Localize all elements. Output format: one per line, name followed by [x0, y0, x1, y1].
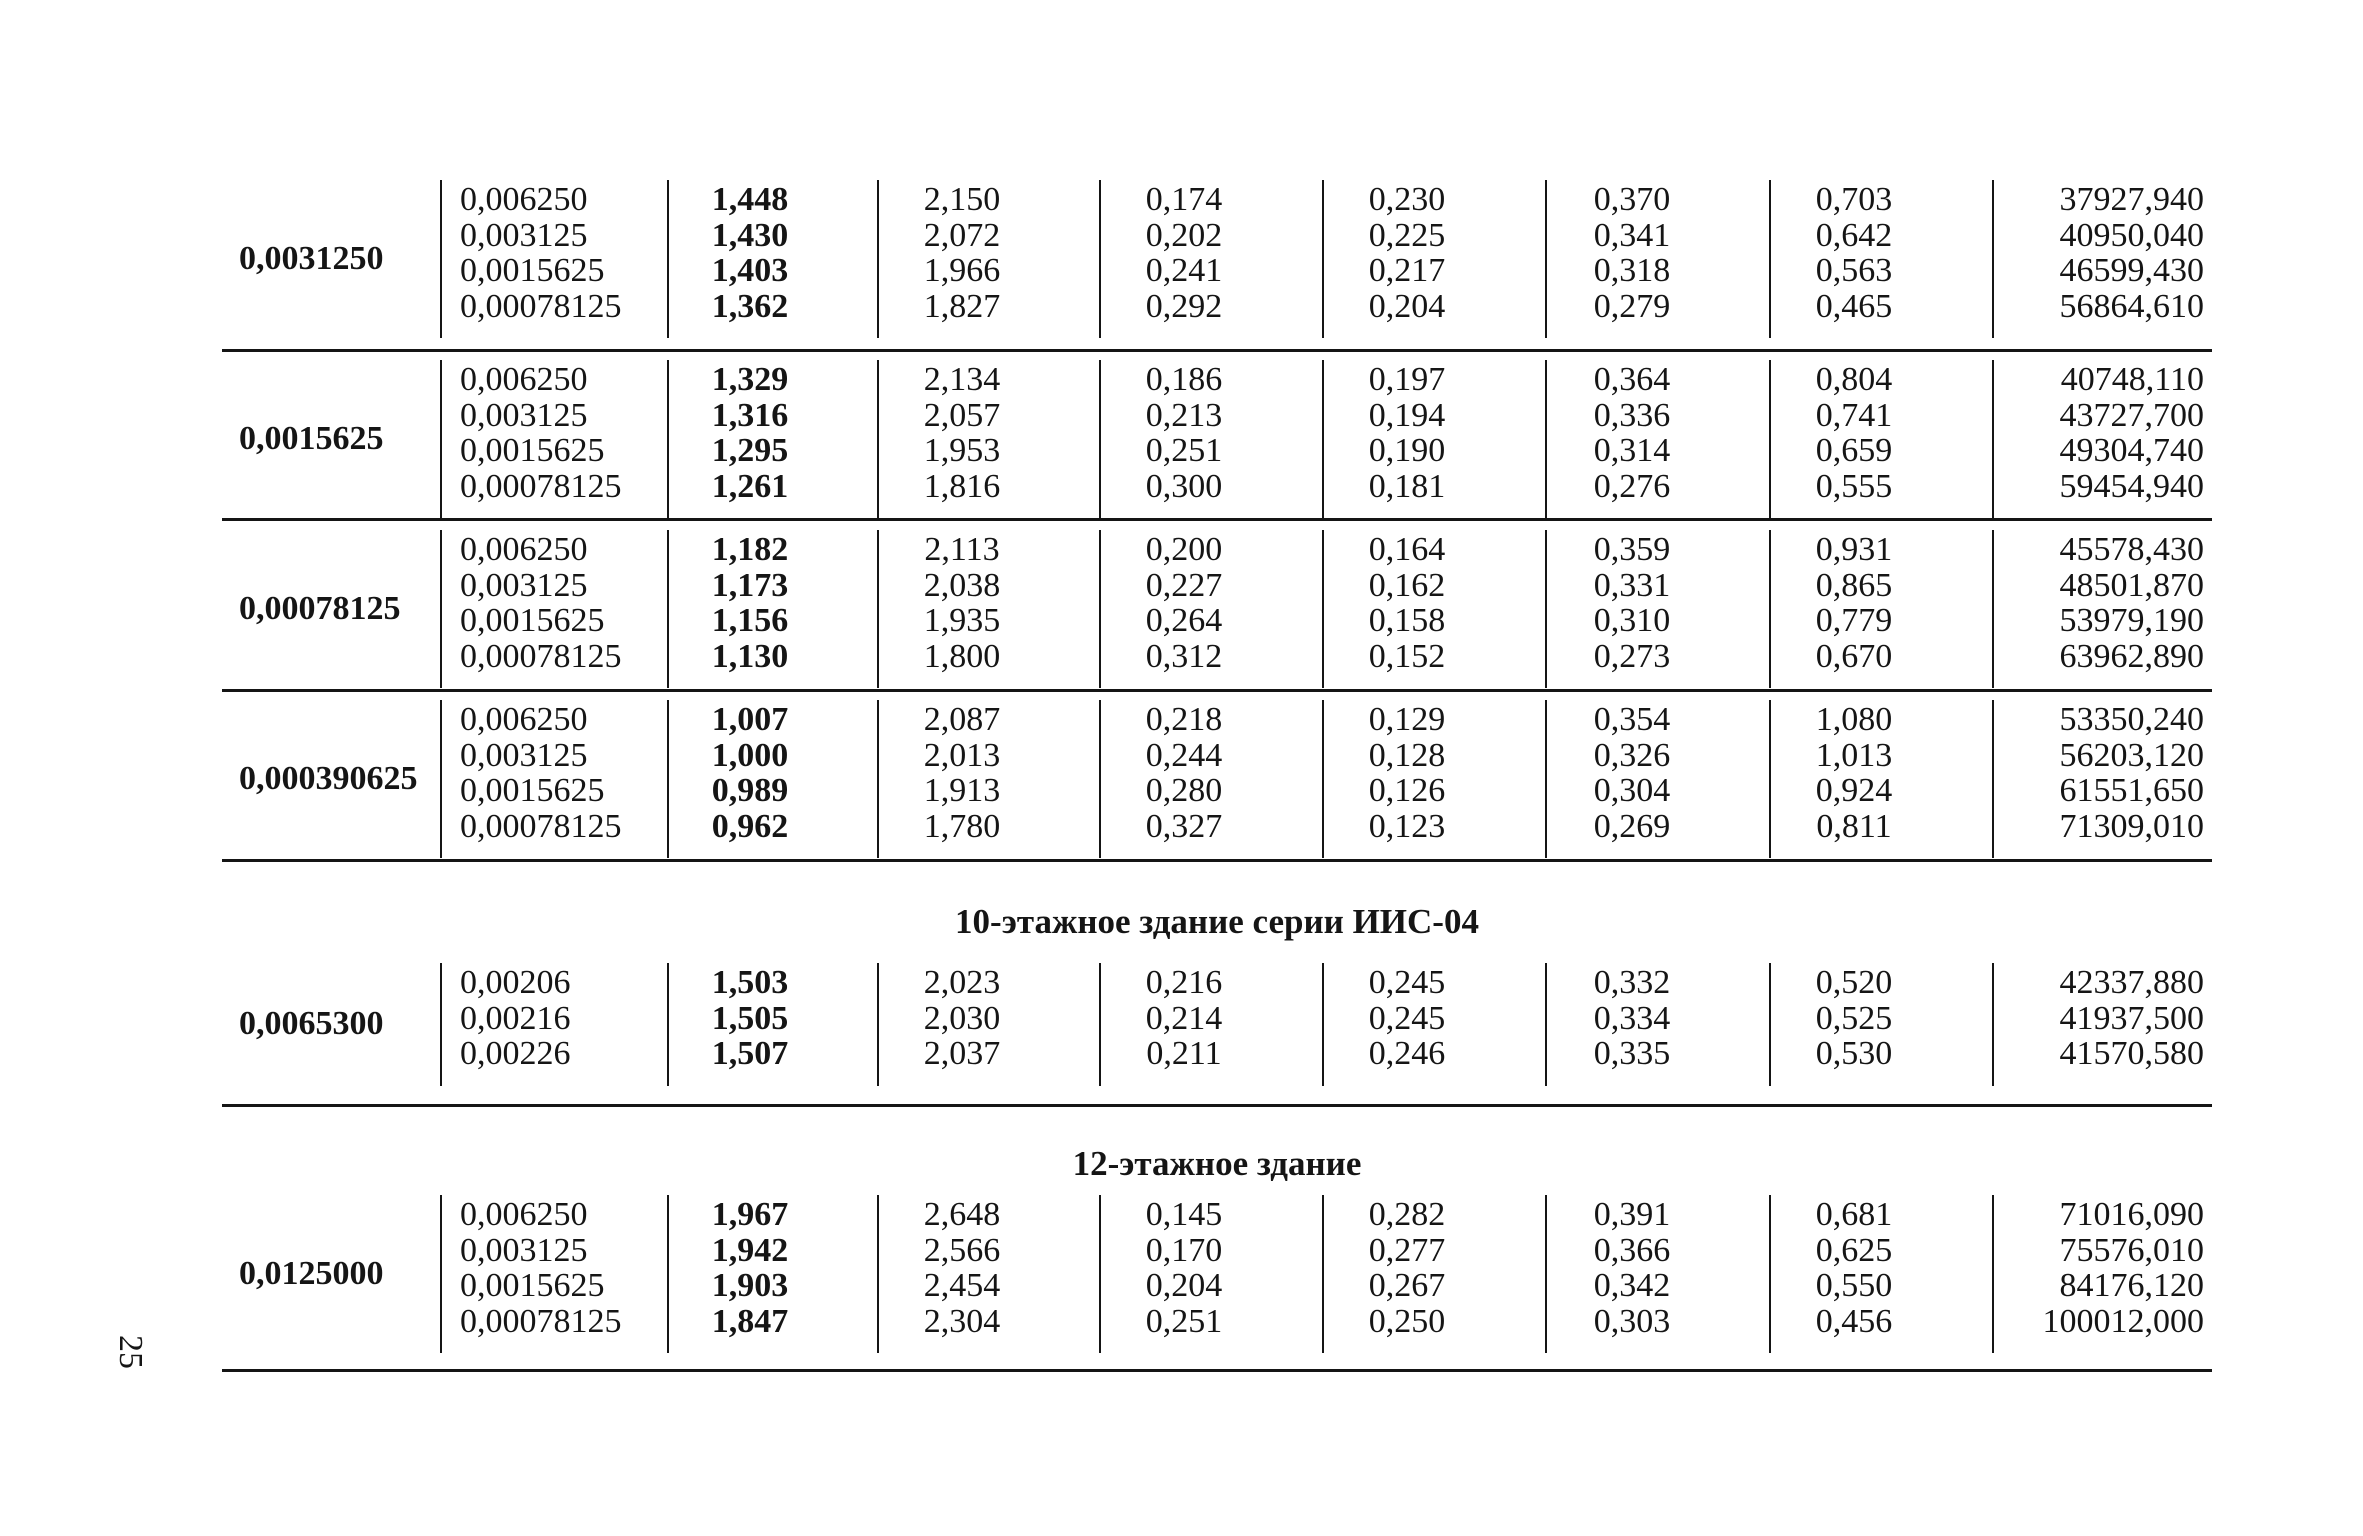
table-cell: 0,520 [1815, 964, 1893, 1001]
table-cell: 48501,870 [2059, 566, 2204, 604]
table-column [1104, 532, 1264, 674]
table-cell: 71016,090 [2059, 1196, 2204, 1233]
table-cell: 0,267 [1368, 1267, 1446, 1304]
table-column [1552, 362, 1712, 504]
block-divider [222, 349, 2212, 352]
table-cell: 0,197 [1368, 361, 1446, 398]
section-heading: 12-этажное здание [1072, 1144, 1362, 1183]
table-cell: 0,659 [1815, 432, 1893, 469]
table-column [1994, 182, 2204, 324]
block-divider [222, 859, 2212, 862]
table-column [685, 965, 815, 1072]
column-separator [1099, 963, 1101, 1086]
column-separator [1545, 180, 1547, 338]
table-block [222, 180, 2212, 352]
column-separator [1769, 700, 1771, 858]
table-cell: 0,0015625 [460, 602, 605, 639]
table-cell: 0,282 [1368, 1196, 1446, 1233]
column-separator [1769, 180, 1771, 338]
table-cell: 0,670 [1815, 637, 1893, 675]
row-group-label: 0,0125000 [239, 1255, 384, 1292]
table-cell: 0,642 [1815, 216, 1893, 254]
row-group-label: 0,0015625 [239, 420, 384, 457]
table-column [460, 1197, 655, 1339]
table-cell: 0,214 [1145, 999, 1223, 1037]
table-cell: 0,006250 [460, 701, 588, 738]
table-cell: 0,681 [1815, 1196, 1893, 1233]
table-cell: 0,334 [1593, 999, 1671, 1037]
table-cell: 0,145 [1145, 1196, 1223, 1233]
table-cell: 1,182 [711, 531, 789, 568]
table-column [1774, 702, 1934, 844]
table-cell: 0,003125 [460, 736, 588, 774]
table-cell: 0,273 [1593, 637, 1671, 675]
column-separator [1545, 963, 1547, 1086]
table-cell: 46599,430 [2059, 252, 2204, 289]
table-cell: 100012,000 [2042, 1302, 2204, 1340]
table-cell: 0,003125 [460, 216, 588, 254]
block-divider [222, 1104, 2212, 1107]
table-cell: 0,003125 [460, 1231, 588, 1269]
table-column [1104, 965, 1264, 1072]
table-cell: 0,186 [1145, 361, 1223, 398]
column-separator [440, 1195, 442, 1353]
table-cell: 1,156 [711, 602, 789, 639]
column-separator [1545, 360, 1547, 518]
column-separator [877, 700, 879, 858]
table-cell: 0,006250 [460, 1196, 588, 1233]
table-cell: 1,448 [711, 181, 789, 218]
table-block [222, 360, 2212, 521]
table-cell: 56203,120 [2059, 736, 2204, 774]
table-cell: 0,230 [1368, 181, 1446, 218]
table-cell: 40950,040 [2059, 216, 2204, 254]
column-separator [1322, 530, 1324, 688]
table-cell: 40748,110 [2060, 361, 2204, 398]
table-cell: 0,246 [1368, 1035, 1446, 1072]
table-cell: 2,454 [923, 1267, 1001, 1304]
table-block [222, 700, 2212, 862]
page-number: 25 [112, 1335, 149, 1369]
row-group-label: 0,0031250 [239, 240, 384, 277]
table-cell: 0,314 [1593, 432, 1671, 469]
table-column [460, 702, 655, 844]
table-cell: 0,128 [1368, 736, 1446, 774]
table-cell: 0,332 [1593, 964, 1671, 1001]
table-column [460, 182, 655, 324]
table-cell: 37927,940 [2059, 181, 2204, 218]
table-cell: 0,811 [1816, 807, 1892, 845]
table-cell: 0,0015625 [460, 432, 605, 469]
table-cell: 2,013 [923, 736, 1001, 774]
table-cell: 0,216 [1145, 964, 1223, 1001]
table-cell: 75576,010 [2059, 1231, 2204, 1269]
table-cell: 0,006250 [460, 531, 588, 568]
table-cell: 2,057 [923, 396, 1001, 434]
table-cell: 0,00078125 [460, 807, 622, 845]
table-column [685, 182, 815, 324]
table-column [1994, 362, 2204, 504]
table-cell: 0,456 [1815, 1302, 1893, 1340]
column-separator [1769, 360, 1771, 518]
table-cell: 0,304 [1593, 772, 1671, 809]
table-cell: 1,403 [711, 252, 789, 289]
table-column [1994, 702, 2204, 844]
table-cell: 0,279 [1593, 287, 1671, 325]
table-cell: 0,251 [1145, 1302, 1223, 1340]
block-divider [222, 689, 2212, 692]
table-cell: 0,194 [1368, 396, 1446, 434]
column-separator [667, 360, 669, 518]
table-cell: 0,924 [1815, 772, 1893, 809]
table-column [1552, 182, 1712, 324]
table-cell: 0,244 [1145, 736, 1223, 774]
table-cell: 2,030 [923, 999, 1001, 1037]
table-cell: 0,336 [1593, 396, 1671, 434]
table-column [685, 702, 815, 844]
table-cell: 1,000 [711, 736, 789, 774]
column-separator [877, 180, 879, 338]
table-cell: 1,903 [711, 1267, 789, 1304]
table-cell: 1,316 [711, 396, 789, 434]
table-cell: 0,318 [1593, 252, 1671, 289]
table-column [1104, 1197, 1264, 1339]
table-cell: 2,037 [923, 1035, 1001, 1072]
column-separator [1322, 180, 1324, 338]
table-cell: 1,295 [711, 432, 789, 469]
table-cell: 41937,500 [2059, 999, 2204, 1037]
table-cell: 0,865 [1815, 566, 1893, 604]
table-cell: 0,327 [1145, 807, 1223, 845]
table-cell: 2,087 [923, 701, 1001, 738]
column-separator [1769, 530, 1771, 688]
column-separator [1545, 700, 1547, 858]
table-column [882, 532, 1042, 674]
column-separator [1769, 1195, 1771, 1353]
column-separator [1322, 700, 1324, 858]
table-cell: 0,123 [1368, 807, 1446, 845]
row-group-label: 0,0065300 [239, 1005, 384, 1043]
table-cell: 0,204 [1145, 1267, 1223, 1304]
table-cell: 0,00078125 [460, 287, 622, 325]
table-cell: 1,935 [923, 602, 1001, 639]
table-cell: 0,217 [1368, 252, 1446, 289]
table-column [460, 362, 655, 504]
table-cell: 2,038 [923, 566, 1001, 604]
table-column [1104, 182, 1264, 324]
table-cell: 1,507 [711, 1035, 789, 1072]
table-column [1994, 965, 2204, 1072]
column-separator [667, 180, 669, 338]
table-cell: 0,190 [1368, 432, 1446, 469]
table-column [1552, 532, 1712, 674]
table-cell: 0,359 [1593, 531, 1671, 568]
block-divider [222, 1369, 2212, 1372]
column-separator [440, 180, 442, 338]
table-cell: 1,847 [711, 1302, 789, 1340]
table-cell: 0,006250 [460, 181, 588, 218]
table-column [1994, 532, 2204, 674]
table-cell: 56864,610 [2059, 287, 2204, 325]
column-separator [1545, 530, 1547, 688]
table-column [1327, 965, 1487, 1072]
table-column [685, 1197, 815, 1339]
table-cell: 45578,430 [2059, 531, 2204, 568]
column-separator [667, 963, 669, 1086]
column-separator [667, 530, 669, 688]
table-cell: 0,465 [1815, 287, 1893, 325]
table-cell: 42337,880 [2059, 964, 2204, 1001]
row-group-label: 0,00078125 [239, 590, 401, 627]
table-block [222, 1195, 2212, 1372]
table-cell: 41570,580 [2059, 1035, 2204, 1072]
table-column [882, 702, 1042, 844]
table-block [222, 963, 2212, 1107]
table-cell: 0,006250 [460, 361, 588, 398]
row-group-label: 0,000390625 [239, 760, 418, 797]
table-cell: 1,827 [923, 287, 1001, 325]
table-cell: 0,213 [1145, 396, 1223, 434]
table-cell: 0,250 [1368, 1302, 1446, 1340]
table-cell: 2,023 [923, 964, 1001, 1001]
table-cell: 0,204 [1368, 287, 1446, 325]
table-cell: 0,264 [1145, 602, 1223, 639]
table-cell: 0,00078125 [460, 1302, 622, 1340]
table-cell: 0,0015625 [460, 1267, 605, 1304]
column-separator [440, 963, 442, 1086]
table-cell: 0,300 [1145, 467, 1223, 505]
table-cell: 1,966 [923, 252, 1001, 289]
table-cell: 0,741 [1815, 396, 1893, 434]
column-separator [1769, 963, 1771, 1086]
table-cell: 1,942 [711, 1231, 789, 1269]
table-cell: 0,312 [1145, 637, 1223, 675]
table-column [882, 182, 1042, 324]
table-cell: 1,362 [711, 287, 789, 325]
table-cell: 0,170 [1145, 1231, 1223, 1269]
table-cell: 0,280 [1145, 772, 1223, 809]
table-cell: 0,003125 [460, 566, 588, 604]
column-separator [440, 530, 442, 688]
table-cell: 0,342 [1593, 1267, 1671, 1304]
table-cell: 84176,120 [2059, 1267, 2204, 1304]
column-separator [877, 360, 879, 518]
block-divider [222, 518, 2212, 521]
table-cell: 0,331 [1593, 566, 1671, 604]
table-cell: 0,241 [1145, 252, 1223, 289]
table-cell: 0,530 [1815, 1035, 1893, 1072]
column-separator [1099, 180, 1101, 338]
table-cell: 0,003125 [460, 396, 588, 434]
table-column [1774, 532, 1934, 674]
table-cell: 63962,890 [2059, 637, 2204, 675]
table-cell: 0,00216 [460, 999, 571, 1037]
table-column [1774, 1197, 1934, 1339]
column-separator [440, 360, 442, 518]
table-cell: 0,391 [1593, 1196, 1671, 1233]
table-column [882, 362, 1042, 504]
table-column [1774, 965, 1934, 1072]
table-cell: 71309,010 [2059, 807, 2204, 845]
table-cell: 0,563 [1815, 252, 1893, 289]
table-column [685, 532, 815, 674]
table-cell: 0,989 [711, 772, 789, 809]
column-separator [877, 530, 879, 688]
table-cell: 0,354 [1593, 701, 1671, 738]
table-column [1994, 1197, 2204, 1339]
table-cell: 0,292 [1145, 287, 1223, 325]
table-cell: 0,303 [1593, 1302, 1671, 1340]
table-cell: 0,550 [1815, 1267, 1893, 1304]
table-cell: 2,150 [923, 181, 1001, 218]
table-cell: 1,816 [923, 467, 1001, 505]
table-cell: 0,00078125 [460, 467, 622, 505]
table-block [222, 530, 2212, 692]
table-cell: 0,251 [1145, 432, 1223, 469]
column-separator [1545, 1195, 1547, 1353]
table-cell: 53350,240 [2059, 701, 2204, 738]
table-column [460, 532, 655, 674]
table-cell: 0,326 [1593, 736, 1671, 774]
table-cell: 0,129 [1368, 701, 1446, 738]
column-separator [1322, 360, 1324, 518]
table-cell: 0,202 [1145, 216, 1223, 254]
table-cell: 59454,940 [2059, 467, 2204, 505]
column-separator [1099, 530, 1101, 688]
table-cell: 0,00226 [460, 1035, 571, 1072]
table-cell: 61551,650 [2059, 772, 2204, 809]
table-column [1552, 702, 1712, 844]
table-cell: 49304,740 [2059, 432, 2204, 469]
table-cell: 43727,700 [2059, 396, 2204, 434]
table-cell: 0,779 [1815, 602, 1893, 639]
table-cell: 0,245 [1368, 999, 1446, 1037]
table-cell: 1,953 [923, 432, 1001, 469]
table-cell: 0,366 [1593, 1231, 1671, 1269]
table-cell: 1,080 [1815, 701, 1893, 738]
table-cell: 1,329 [711, 361, 789, 398]
table-cell: 0,962 [711, 807, 789, 845]
table-cell: 0,152 [1368, 637, 1446, 675]
column-separator [1099, 1195, 1101, 1353]
table-column [1327, 1197, 1487, 1339]
table-cell: 2,648 [923, 1196, 1001, 1233]
table-cell: 0,335 [1593, 1035, 1671, 1072]
table-cell: 0,931 [1815, 531, 1893, 568]
table-cell: 1,130 [711, 637, 789, 675]
table-column [460, 965, 655, 1072]
column-separator [1322, 963, 1324, 1086]
table-cell: 0,200 [1145, 531, 1223, 568]
table-column [1552, 1197, 1712, 1339]
table-cell: 1,430 [711, 216, 789, 254]
table-cell: 0,310 [1593, 602, 1671, 639]
column-separator [667, 700, 669, 858]
table-cell: 2,113 [924, 531, 1000, 568]
table-cell: 2,566 [923, 1231, 1001, 1269]
table-cell: 0,555 [1815, 467, 1893, 505]
section-heading: 10-этажное здание серии ИИС-04 [955, 902, 1479, 941]
table-cell: 0,276 [1593, 467, 1671, 505]
table-column [1327, 182, 1487, 324]
table-column [1104, 362, 1264, 504]
column-separator [1322, 1195, 1324, 1353]
table-cell: 0,211 [1146, 1035, 1222, 1072]
table-column [1774, 182, 1934, 324]
table-cell: 0,227 [1145, 566, 1223, 604]
table-cell: 0,0015625 [460, 772, 605, 809]
table-cell: 2,134 [923, 361, 1001, 398]
table-column [1327, 532, 1487, 674]
table-cell: 0,370 [1593, 181, 1671, 218]
table-cell: 2,304 [923, 1302, 1001, 1340]
table-cell: 1,007 [711, 701, 789, 738]
column-separator [667, 1195, 669, 1353]
table-cell: 0,225 [1368, 216, 1446, 254]
table-cell: 0,804 [1815, 361, 1893, 398]
table-cell: 0,00078125 [460, 637, 622, 675]
table-cell: 0,269 [1593, 807, 1671, 845]
table-cell: 1,800 [923, 637, 1001, 675]
table-column [882, 1197, 1042, 1339]
table-cell: 0,00206 [460, 964, 571, 1001]
table-cell: 0,126 [1368, 772, 1446, 809]
column-separator [1099, 360, 1101, 518]
table-cell: 0,625 [1815, 1231, 1893, 1269]
table-column [882, 965, 1042, 1072]
table-cell: 0,364 [1593, 361, 1671, 398]
table-column [1774, 362, 1934, 504]
table-cell: 2,072 [923, 216, 1001, 254]
column-separator [877, 963, 879, 1086]
table-column [685, 362, 815, 504]
table-cell: 1,503 [711, 964, 789, 1001]
table-column [1104, 702, 1264, 844]
table-cell: 0,277 [1368, 1231, 1446, 1269]
table-cell: 0,174 [1145, 181, 1223, 218]
table-cell: 53979,190 [2059, 602, 2204, 639]
table-cell: 1,013 [1815, 736, 1893, 774]
column-separator [877, 1195, 879, 1353]
table-cell: 0,162 [1368, 566, 1446, 604]
table-cell: 0,0015625 [460, 252, 605, 289]
table-cell: 0,181 [1368, 467, 1446, 505]
table-cell: 1,913 [923, 772, 1001, 809]
table-cell: 1,261 [711, 467, 789, 505]
table-column [1327, 362, 1487, 504]
table-cell: 1,967 [711, 1196, 789, 1233]
table-cell: 1,173 [711, 566, 789, 604]
table-cell: 0,245 [1368, 964, 1446, 1001]
table-cell: 0,341 [1593, 216, 1671, 254]
table-cell: 1,505 [711, 999, 789, 1037]
table-cell: 0,158 [1368, 602, 1446, 639]
table-column [1552, 965, 1712, 1072]
column-separator [440, 700, 442, 858]
table-column [1327, 702, 1487, 844]
table-cell: 0,525 [1815, 999, 1893, 1037]
column-separator [1099, 700, 1101, 858]
table-cell: 0,218 [1145, 701, 1223, 738]
table-cell: 1,780 [923, 807, 1001, 845]
table-cell: 0,703 [1815, 181, 1893, 218]
table-cell: 0,164 [1368, 531, 1446, 568]
